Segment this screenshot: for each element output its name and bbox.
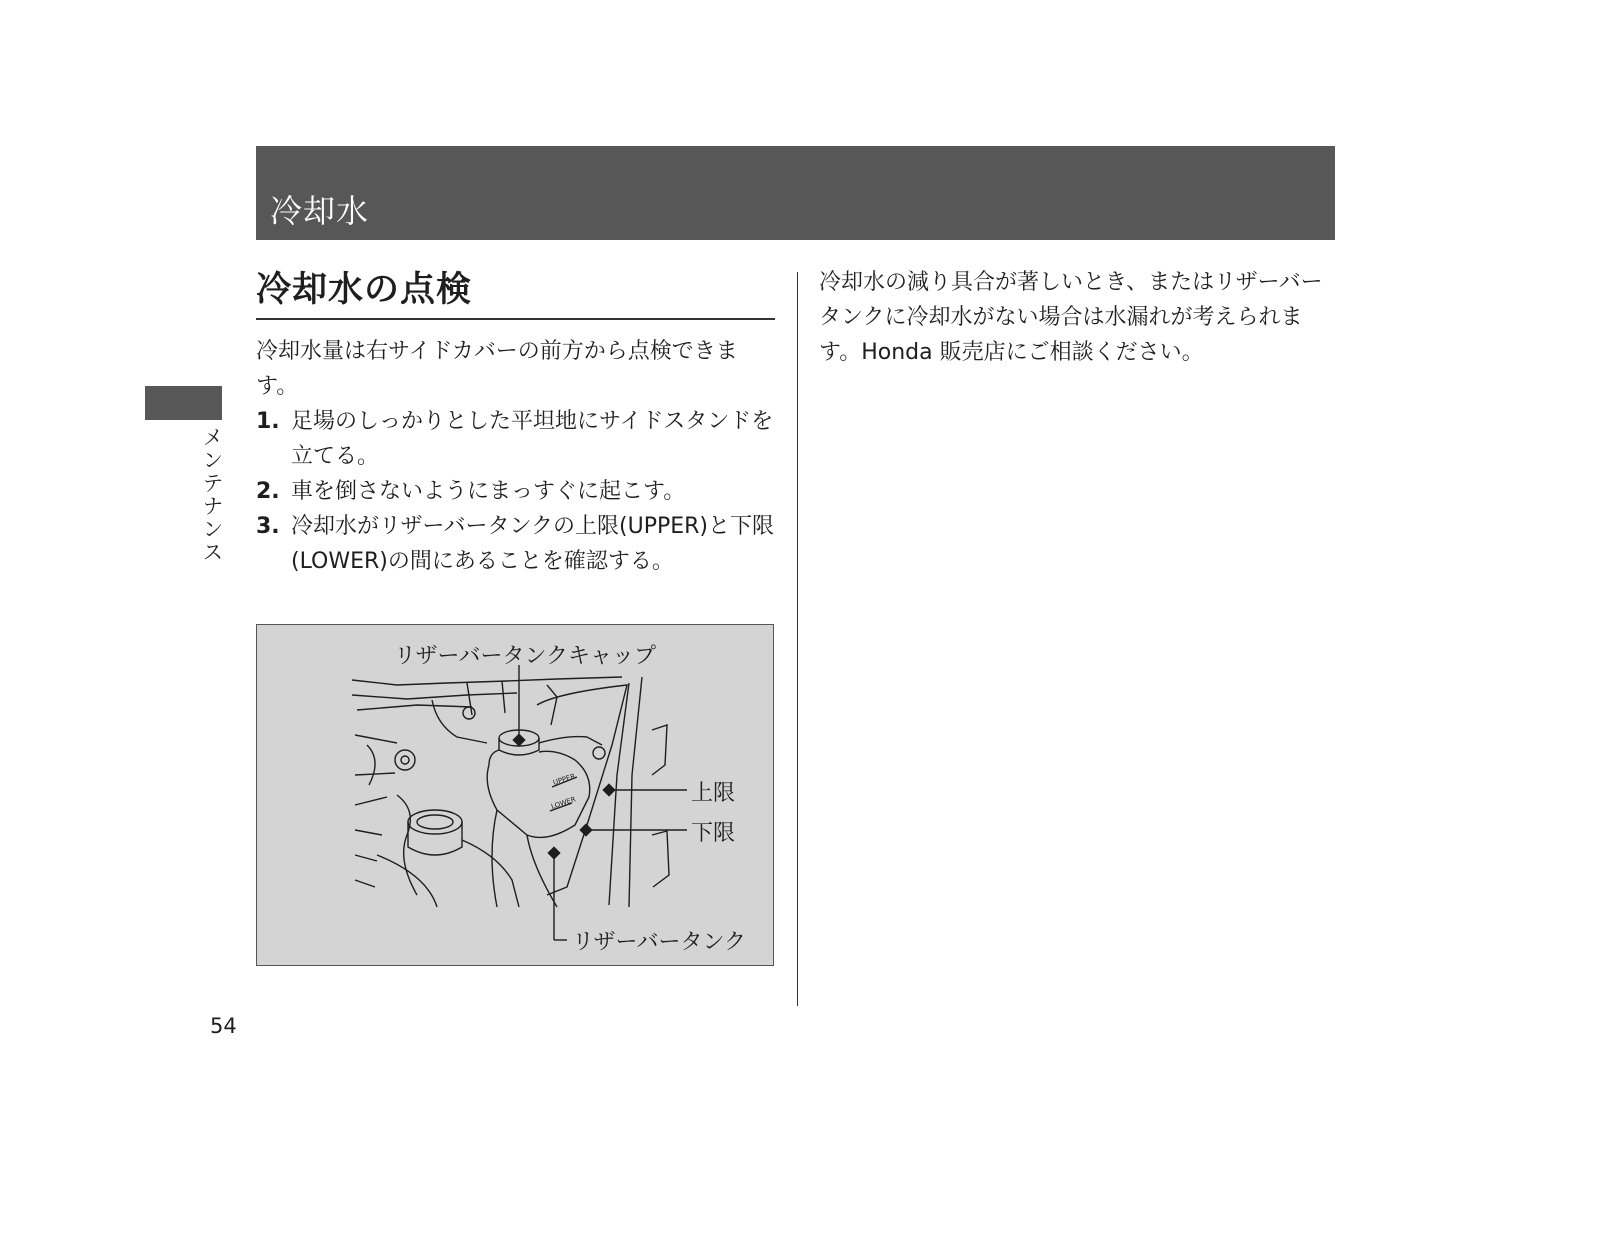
right-column-text: 冷却水の減り具合が著しいとき、またはリザーバータンクに冷却水がない場合は水漏れが考えられます。Honda 販売店にご相談ください。 xyxy=(819,270,1323,365)
header-title: 冷却水 xyxy=(270,192,370,230)
step-item xyxy=(256,509,775,579)
section-title: 冷却水の点検 xyxy=(256,262,775,320)
chapter-tab xyxy=(145,386,222,420)
column-divider xyxy=(797,272,798,1006)
chapter-tab-label: メンテナンス xyxy=(200,426,224,564)
motorcycle-line-art xyxy=(352,677,669,907)
step-item xyxy=(256,474,775,509)
callout-lower-limit: 下限 xyxy=(691,821,736,846)
page-number: 54 xyxy=(210,1014,237,1038)
step-number: 2. xyxy=(256,479,280,504)
step-number: 1. xyxy=(256,409,280,434)
section-header-bar xyxy=(256,146,1335,240)
tank-lower-mark: LOWER xyxy=(550,795,577,811)
callout-leaders xyxy=(513,665,687,940)
callout-reservoir-tank: リザーバータンク xyxy=(572,930,747,955)
step-number: 3. xyxy=(256,514,280,539)
left-column xyxy=(256,262,775,579)
callout-upper-limit: 上限 xyxy=(691,781,736,806)
reservoir-tank-figure xyxy=(256,624,774,966)
intro-paragraph: 冷却水量は右サイドカバーの前方から点検できます。 xyxy=(256,339,738,399)
steps-list xyxy=(256,404,775,579)
step-text: 冷却水がリザーバータンクの上限(UPPER)と下限(LOWER)の間にあることを確認する。 xyxy=(291,514,775,574)
callout-reservoir-cap: リザーバータンクキャップ xyxy=(394,644,657,669)
tank-upper-mark: UPPER xyxy=(552,772,577,787)
step-text: 足場のしっかりとした平坦地にサイドスタンドを立てる。 xyxy=(291,409,774,469)
step-text: 車を倒さないようにまっすぐに起こす。 xyxy=(291,479,686,504)
step-item xyxy=(256,404,775,474)
